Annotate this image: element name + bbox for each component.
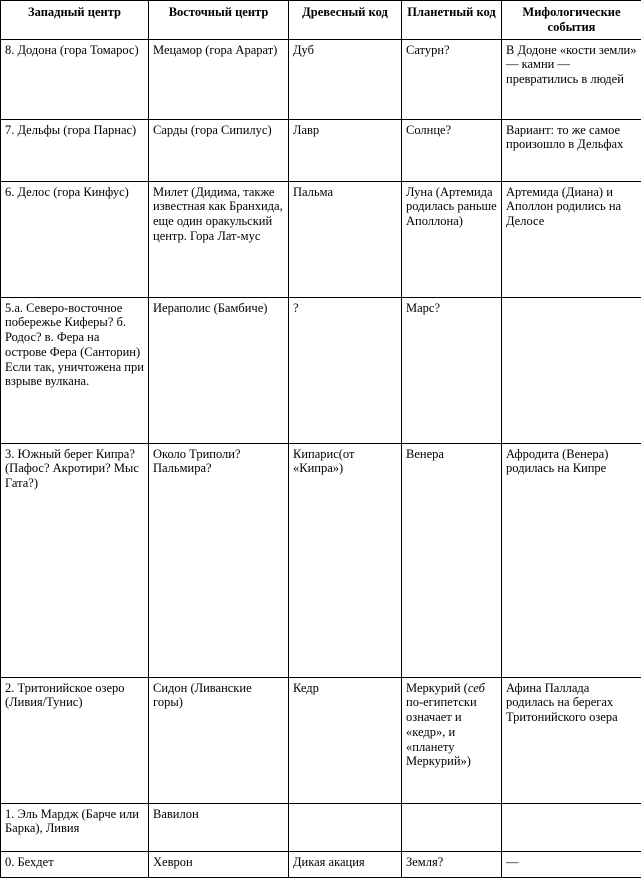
table-row [1, 297, 641, 443]
cell-tree: Кипарис(от «Кипра») [289, 443, 402, 677]
cell-planet [402, 677, 502, 803]
cell-myth: Афина Паллада родилась на берегах Тритонийского озера [502, 677, 641, 803]
cell-myth: Афродита (Венера) родилась на Кипре [502, 443, 641, 677]
planet-text-after: по-египетски означает и «кедр», и «планету Меркурий») [406, 695, 477, 768]
cell-myth: — [502, 851, 641, 877]
cell-west: 3. Южный берег Кипра? (Пафос? Акротири? Мыс Гата?) [1, 443, 149, 677]
cell-east: Сидон (Ливанские горы) [149, 677, 289, 803]
column-header-west: Западный центр [1, 1, 149, 40]
table-header-row [1, 1, 641, 40]
cell-tree: Дикая акация [289, 851, 402, 877]
cell-east: Хеврон [149, 851, 289, 877]
cell-east: Сарды (гора Сипилус) [149, 119, 289, 181]
table-row [1, 803, 641, 851]
cell-east: Милет (Дидима, также известная как Бранхида, еще один оракульский центр. Гора Лат-мус [149, 181, 289, 297]
table-row [1, 677, 641, 803]
cell-myth [502, 803, 641, 851]
cell-east: Мецамор (гора Арарат) [149, 39, 289, 119]
table-row [1, 39, 641, 119]
cell-tree: Кедр [289, 677, 402, 803]
planet-text-before: Меркурий ( [406, 681, 468, 695]
cell-west: 7. Дельфы (гора Парнас) [1, 119, 149, 181]
cell-west: 1. Эль Мардж (Барче или Барка), Ливия [1, 803, 149, 851]
cell-tree: Пальма [289, 181, 402, 297]
cell-planet: Венера [402, 443, 502, 677]
cell-tree: ? [289, 297, 402, 443]
cell-planet [402, 803, 502, 851]
cell-myth: Артемида (Диана) и Аполлон родились на Делосе [502, 181, 641, 297]
cell-planet: Марс? [402, 297, 502, 443]
column-header-myth: Мифологические события [502, 1, 641, 40]
cell-planet: Солнце? [402, 119, 502, 181]
cell-myth: Вариант: то же самое произошло в Дельфах [502, 119, 641, 181]
cell-planet: Земля? [402, 851, 502, 877]
planet-text-italic: себ [468, 681, 485, 695]
cell-myth: В Додоне «кости земли» — камни — превратились в людей [502, 39, 641, 119]
table-header [1, 1, 641, 40]
cell-west: 6. Делос (гора Кинфус) [1, 181, 149, 297]
cell-west: 0. Бехдет [1, 851, 149, 877]
cell-west: 5.а. Северо-восточное побережье Киферы? б. Родос? в. Фера на острове Фера (Санторин) Если так, уничтожена при взрыве вулкана. [1, 297, 149, 443]
cell-planet: Луна (Артемида родилась раньше Аполлона) [402, 181, 502, 297]
table-body [1, 39, 641, 877]
cell-east: Около Триполи? Пальмира? [149, 443, 289, 677]
table-row [1, 119, 641, 181]
cell-tree: Лавр [289, 119, 402, 181]
table-row [1, 181, 641, 297]
column-header-tree: Древесный код [289, 1, 402, 40]
cell-east: Вавилон [149, 803, 289, 851]
table-row [1, 851, 641, 877]
cell-myth [502, 297, 641, 443]
column-header-planet: Планетный код [402, 1, 502, 40]
column-header-east: Восточный центр [149, 1, 289, 40]
cell-tree: Дуб [289, 39, 402, 119]
table-row [1, 443, 641, 677]
cell-planet: Сатурн? [402, 39, 502, 119]
cell-east: Иераполис (Бамбиче) [149, 297, 289, 443]
cell-west: 8. Додона (гора Томарос) [1, 39, 149, 119]
cell-west: 2. Тритонийское озеро (Ливия/Тунис) [1, 677, 149, 803]
cell-tree [289, 803, 402, 851]
